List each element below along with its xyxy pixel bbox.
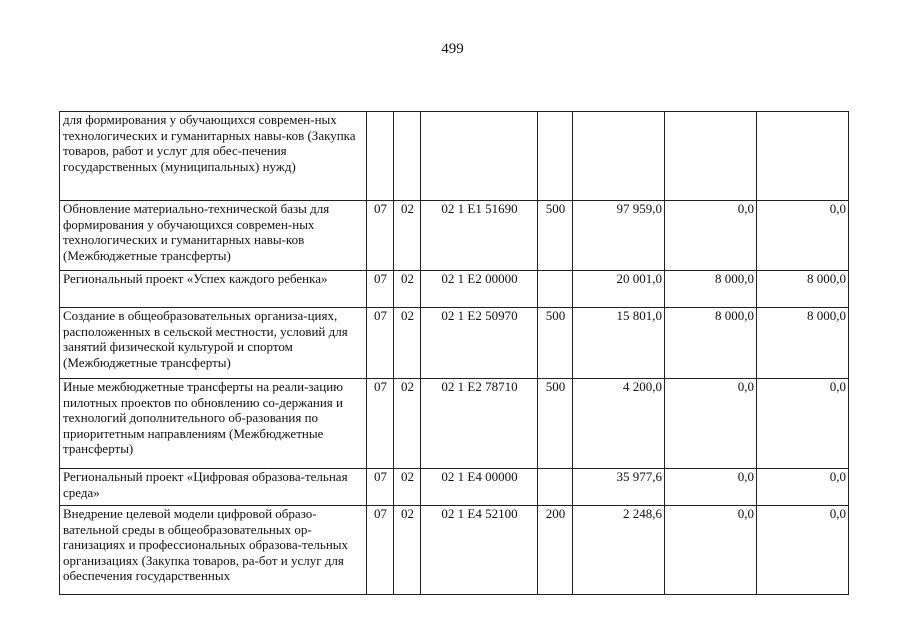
table-row [60,112,849,201]
section-code-cell: 07 [367,308,394,379]
expense-type-cell [538,112,573,201]
amount-year1-cell: 15 801,0 [573,308,665,379]
target-article-cell: 02 1 E2 00000 [421,271,538,308]
amount-year2-cell: 8 000,0 [665,308,757,379]
table-row [60,201,849,271]
amount-year3-cell: 0,0 [757,379,849,469]
amount-year2-cell: 0,0 [665,379,757,469]
amount-year2-cell: 0,0 [665,201,757,271]
table-row [60,271,849,308]
expense-type-cell: 500 [538,201,573,271]
amount-year3-cell: 8 000,0 [757,308,849,379]
subsection-code-cell [394,112,421,201]
expense-type-cell: 200 [538,506,573,595]
subsection-code-cell: 02 [394,379,421,469]
target-article-cell: 02 1 E2 50970 [421,308,538,379]
amount-year1-cell: 4 200,0 [573,379,665,469]
target-article-cell: 02 1 E4 00000 [421,469,538,506]
row-name-cell: Региональный проект «Успех каждого ребенка» [60,271,367,308]
amount-year1-cell [573,112,665,201]
subsection-code-cell: 02 [394,506,421,595]
target-article-cell: 02 1 E4 52100 [421,506,538,595]
amount-year2-cell: 0,0 [665,506,757,595]
target-article-cell: 02 1 E2 78710 [421,379,538,469]
amount-year1-cell: 97 959,0 [573,201,665,271]
subsection-code-cell: 02 [394,308,421,379]
amount-year3-cell: 0,0 [757,506,849,595]
subsection-code-cell: 02 [394,469,421,506]
section-code-cell: 07 [367,201,394,271]
table-row [60,379,849,469]
target-article-cell [421,112,538,201]
table-row [60,308,849,379]
section-code-cell: 07 [367,379,394,469]
row-name-cell: Региональный проект «Цифровая образова-тельная среда» [60,469,367,506]
budget-table [59,111,849,595]
section-code-cell: 07 [367,506,394,595]
row-name-cell: Создание в общеобразовательных организа-циях, расположенных в сельской местности, условий для занятий физической культурой и спортом (Межбюджетные трансферты) [60,308,367,379]
section-code-cell: 07 [367,469,394,506]
row-name-cell: Обновление материально-технической базы для формирования у обучающихся современ-ных технологических и гуманитарных навы-ков (Межбюджетные трансферты) [60,201,367,271]
page-number: 499 [441,41,464,57]
row-name-cell: для формирования у обучающихся современ-ных технологических и гуманитарных навы-ков (Закупка товаров, работ и услуг для обес-печения государственных (муниципальных) нужд) [60,112,367,201]
target-article-cell: 02 1 E1 51690 [421,201,538,271]
amount-year3-cell: 0,0 [757,201,849,271]
subsection-code-cell: 02 [394,201,421,271]
amount-year3-cell: 8 000,0 [757,271,849,308]
row-name-cell: Иные межбюджетные трансферты на реали-зацию пилотных проектов по обновлению со-держания и технологий дополнительного об-разования по приоритетным направлениям (Межбюджетные трансферты) [60,379,367,469]
amount-year3-cell: 0,0 [757,469,849,506]
amount-year1-cell: 2 248,6 [573,506,665,595]
table-row [60,506,849,595]
amount-year1-cell: 20 001,0 [573,271,665,308]
amount-year2-cell: 0,0 [665,469,757,506]
section-code-cell: 07 [367,271,394,308]
expense-type-cell: 500 [538,379,573,469]
expense-type-cell: 500 [538,308,573,379]
section-code-cell [367,112,394,201]
row-name-cell: Внедрение целевой модели цифровой образо-вательной среды в общеобразовательных ор-ганизациях и профессиональных образова-тельных организациях (Закупка товаров, ра-бот и услуг для обеспечения государственных [60,506,367,595]
subsection-code-cell: 02 [394,271,421,308]
amount-year2-cell [665,112,757,201]
amount-year1-cell: 35 977,6 [573,469,665,506]
amount-year3-cell [757,112,849,201]
table-row [60,469,849,506]
amount-year2-cell: 8 000,0 [665,271,757,308]
expense-type-cell [538,469,573,506]
expense-type-cell [538,271,573,308]
